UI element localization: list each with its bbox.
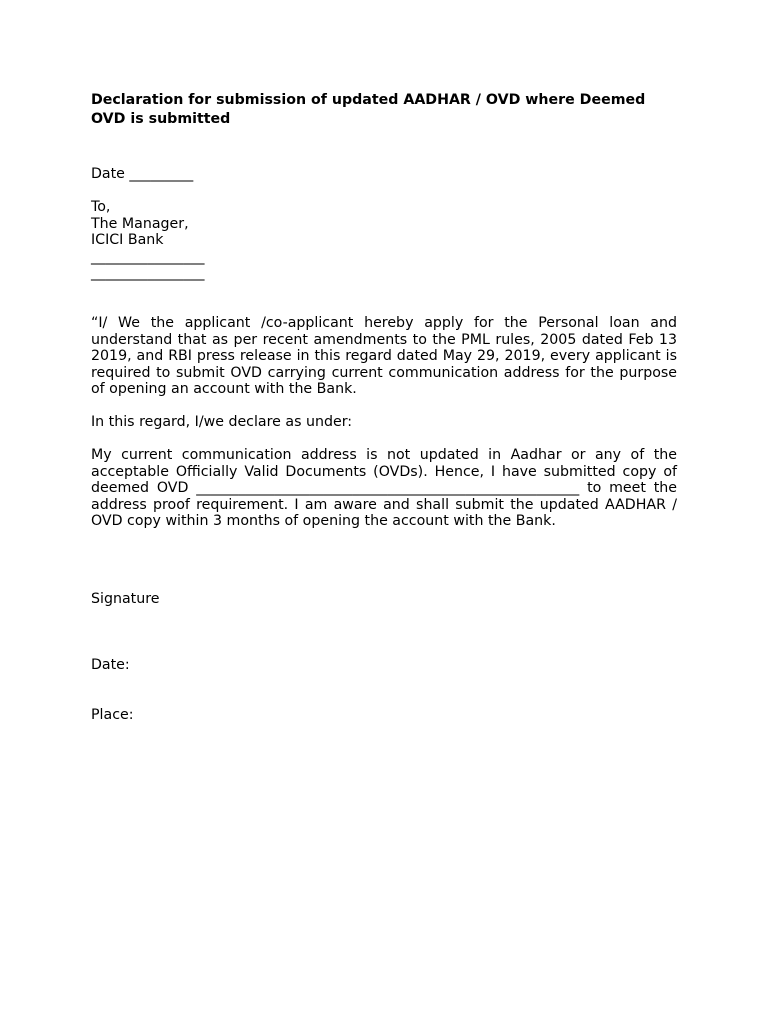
date-line: Date _________	[91, 166, 194, 182]
declaration-paragraph-2: In this regard, I/we declare as under:	[91, 414, 353, 430]
date-label: Date:	[91, 657, 130, 674]
deemed-ovd-blank: ______________________________________________________	[196, 480, 580, 497]
salutation-to: To,	[91, 199, 111, 215]
address-blank-line-1: ________________	[91, 248, 205, 265]
declaration-paragraph-3	[91, 447, 677, 530]
declaration-paragraph-1: “I/ We the applicant /co-applicant hereby apply for the Personal loan and understand that as per recent amendments to the PML rules, 2005 dated Feb 13 2019, and RBI press release in this regard dated May 29, 2019, every applicant is required to submit OVD carrying current communication address for the purpose of opening an account with the Bank.	[91, 315, 677, 398]
paragraph-3-text-end: to meet the address proof requirement. I am aware and shall submit the updated AADHAR / OVD copy within 3 months of opening the account with the Bank.	[91, 480, 678, 530]
recipient-title: The Manager,	[91, 215, 189, 232]
recipient-address	[91, 199, 205, 282]
address-blank-line-2: ________________	[91, 265, 205, 282]
paragraph-3-text-start: My current communication address is not updated in Aadhar or any of the acceptable Officially Valid Documents (OVDs). Hence, I have submitted copy of deemed OVD	[91, 447, 677, 497]
place-label: Place:	[91, 706, 134, 723]
document-title: Declaration for submission of updated AADHAR / OVD where Deemed OVD is submitted	[91, 92, 646, 127]
signature-label: Signature	[91, 591, 160, 607]
bank-name: ICICI Bank	[91, 232, 164, 249]
date-place-block	[91, 624, 134, 757]
